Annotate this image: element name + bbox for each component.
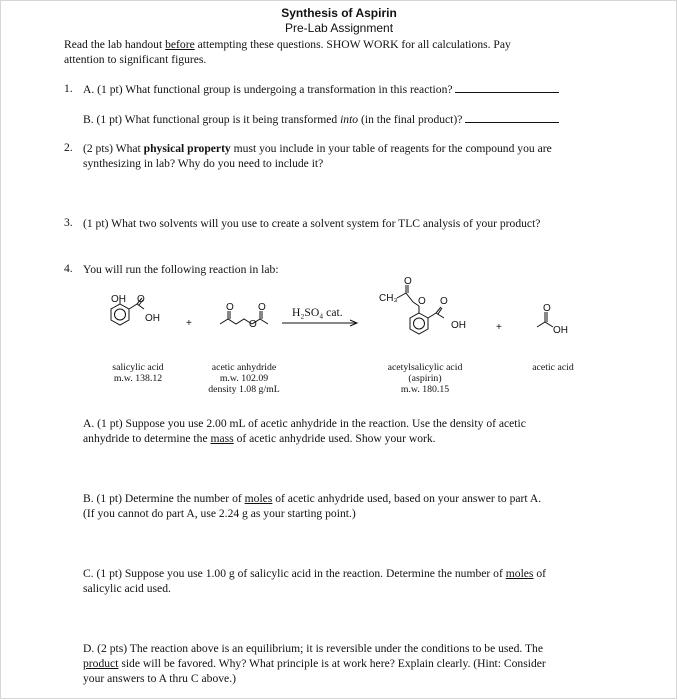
acetic-acid-carbonyl-o: O	[543, 303, 551, 314]
q4c-line-1: C. (1 pt) Suppose you use 1.00 g of salicylic acid in the reaction. Determine the number of moles of	[83, 567, 547, 580]
before-underlined: before	[165, 38, 195, 51]
acetic-acid-label: acetic acid	[532, 362, 574, 373]
q2-number: 2.	[64, 141, 73, 154]
q2-line-1: (2 pts) What physical property must you include in your table of reagents for the compound you are	[83, 142, 552, 155]
intro-line-2: attention to significant figures.	[64, 53, 207, 66]
q4-intro: You will run the following reaction in lab:	[83, 263, 279, 276]
anhydride-bridge-o: O	[249, 319, 257, 330]
q4-number: 4.	[64, 262, 73, 275]
salicylic-acid-oh: OH	[145, 313, 160, 324]
q4c-line-2: salicylic acid used.	[83, 582, 171, 595]
aspirin-acid-carbonyl-o: O	[440, 296, 448, 307]
q1a-answer-blank[interactable]	[455, 82, 559, 93]
salicylic-acid-label: salicylic acid m.w. 138.12	[112, 362, 164, 384]
plus-2: +	[496, 322, 502, 333]
q4b-line-2: (If you cannot do part A, use 2.24 g as your starting point.)	[83, 507, 356, 520]
q3-text: (1 pt) What two solvents will you use to create a solvent system for TLC analysis of your product?	[83, 217, 541, 230]
anhydride-o-left: O	[226, 302, 234, 313]
catalyst-label: H₂SO₄ cat.	[292, 306, 343, 319]
q1b-answer-blank[interactable]	[465, 112, 559, 123]
q1-part-b: B. (1 pt) What functional group is it being transformed into (in the final product)?	[83, 112, 559, 127]
page-subtitle: Pre-Lab Assignment	[284, 21, 394, 35]
salicylic-oh-label: OH	[111, 294, 126, 305]
aspirin-oh-label: OH	[451, 320, 466, 331]
q4a-line-1: A. (1 pt) Suppose you use 2.00 mL of acetic anhydride in the reaction. Use the density of acetic	[83, 417, 526, 430]
q2-line-2: synthesizing in lab? Why do you need to include it?	[83, 157, 324, 170]
acetic-acid-structure	[537, 312, 553, 327]
anhydride-o-right: O	[258, 302, 266, 313]
intro-line-1: Read the lab handout before attempting these questions. SHOW WORK for all calculations. Pay	[64, 38, 511, 51]
q1-part-a: A. (1 pt) What functional group is undergoing a transformation in this reaction?	[83, 82, 559, 97]
aspirin-ester-carbonyl-o: O	[404, 276, 412, 287]
acetic-anhydride-label: acetic anhydride m.w. 102.09 density 1.08 g/mL	[208, 362, 280, 395]
q1-number: 1.	[64, 82, 73, 95]
aspirin-label: acetylsalicylic acid (aspirin) m.w. 180.15	[387, 362, 463, 395]
q4d-line-1: D. (2 pts) The reaction above is an equilibrium; it is reversible under the conditions to be used. The	[83, 642, 543, 655]
reaction-arrow	[282, 320, 357, 326]
salicylic-carbonyl-o: O	[137, 294, 145, 305]
q3-number: 3.	[64, 216, 73, 229]
plus-1: +	[186, 318, 192, 329]
page-title: Synthesis of Aspirin	[281, 6, 397, 20]
aspirin-ester-o: O	[418, 296, 426, 307]
acetic-acid-oh: OH	[553, 325, 568, 336]
aspirin-ch3-label: CH₃	[379, 293, 398, 304]
q4b-line-1: B. (1 pt) Determine the number of moles of acetic anhydride used, based on your answer to part A.	[83, 492, 542, 505]
aspirin-structure	[397, 285, 444, 334]
q4a-line-2: anhydride to determine the mass of acetic anhydride used. Show your work.	[83, 432, 436, 445]
q4d-line-2: product side will be favored. Why? What principle is at work here? Explain clearly. (Hint: Consider	[83, 657, 546, 670]
q4d-line-3: your answers to A thru C above.)	[83, 672, 236, 685]
